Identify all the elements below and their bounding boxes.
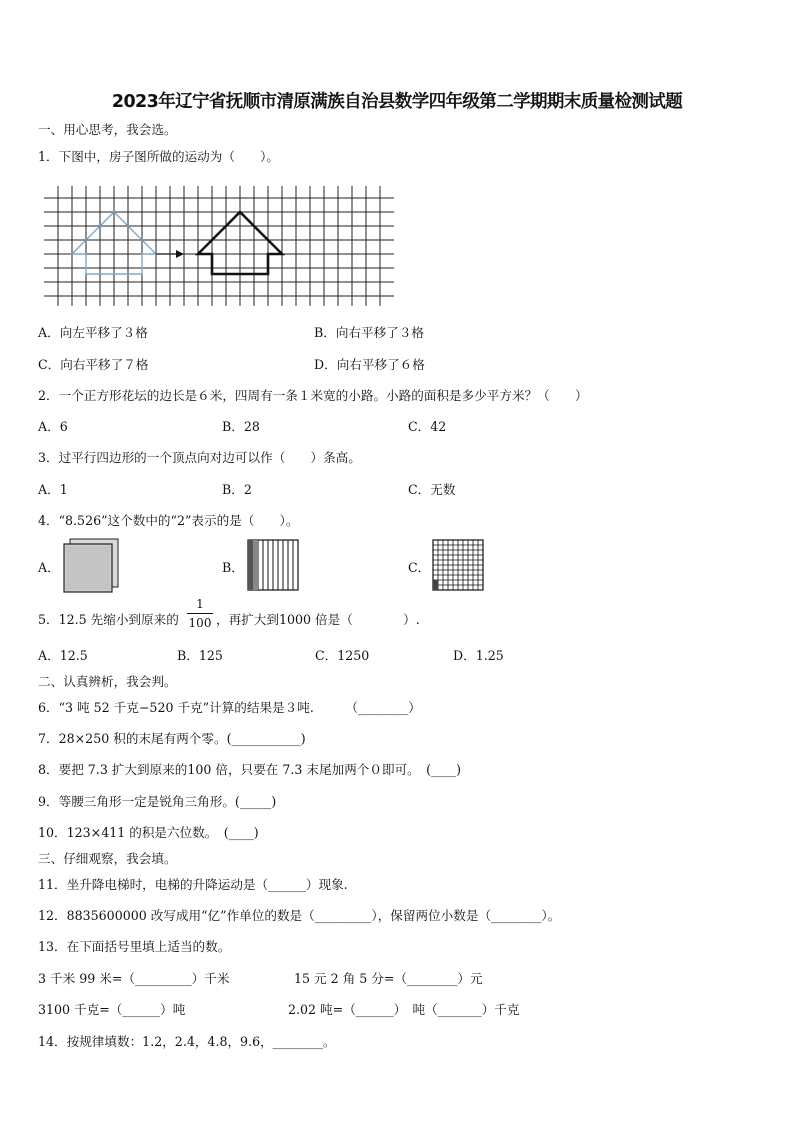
page-title: 2023年辽宁省抚顺市清原满族自治县数学四年级第二学期期末质量检测试题 [111,92,683,112]
question-11: 11．坐升降电梯时，电梯的升降运动是（______）现象. [38,877,348,892]
q4-option-b: B． [222,560,244,575]
q3-option-c: C．无数 [408,482,456,497]
q5-fraction-bar [187,613,213,614]
question-10: 10．123×411 的积是六位数。 (____) [38,825,259,840]
q4-option-a: A． [38,560,60,575]
question-5-stem-after: ，再扩大到1000 倍是（ ）. [216,612,420,627]
question-14: 14．按规律填数：1.2，2.4，4.8，9.6，________。 [38,1034,336,1049]
q1-option-c: C．向右平移了７格 [38,357,149,372]
q13-item-3: 3100 千克=（______）吨 [38,1002,186,1017]
q13-item-1: 3 千米 99 米=（_________）千米 [38,971,230,986]
question-8: 8．要把 7.3 扩大到原来的100 倍，只要在 7.3 末尾加两个０即可。 (____) [38,762,462,777]
q5-option-b: B．125 [177,648,223,663]
arrow-head-icon [176,250,184,258]
section-heading-1: 一、用心思考，我会选。 [38,122,177,137]
question-9: 9．等腰三角形一定是锐角三角形。(_____) [38,794,277,809]
q13-item-2: 15 元 2 角 5 分=（________）元 [294,971,483,986]
q4-picture-a-shaded-square [62,538,120,596]
q3-option-a: A．1 [38,482,68,497]
q5-fraction-numerator: 1 [196,597,204,611]
question-5-stem-before: 5．12.5 先缩小到原来的 [38,612,179,627]
q1-option-a: A．向左平移了３格 [38,325,148,340]
q13-item-4: 2.02 吨=（______） 吨（_______）千克 [288,1002,520,1017]
q5-fraction-denominator: 100 [188,616,212,630]
question-4-stem: 4．“8.526”这个数中的“2”表示的是（ ）。 [38,513,299,528]
q2-option-a: A．6 [38,419,68,434]
q4-picture-c-hundred-grid [431,538,487,594]
q1-option-d: D．向右平移了６格 [314,357,425,372]
q2-option-c: C．42 [408,419,447,434]
q2-option-b: B．28 [222,419,260,434]
question-3-stem: 3．过平行四边形的一个顶点向对边可以作（ ）条高。 [38,450,361,465]
q5-option-d: D．1.25 [453,648,504,663]
q5-option-a: A．12.5 [38,648,88,663]
question-6: 6．“3 吨 52 千克−520 千克”计算的结果是３吨. （________） [38,700,421,715]
question-1-stem: 1．下图中，房子图所做的运动为（ ）。 [38,149,279,164]
grid-lines [44,186,394,306]
translation-grid-figure [38,180,400,310]
q5-option-c: C．1250 [315,648,370,663]
q4-option-c: C． [408,560,431,575]
section-heading-2: 二、认真辨析，我会判。 [38,674,177,689]
q4-picture-b-strips [246,538,302,594]
question-2-stem: 2．一个正方形花坛的边长是６米，四周有一条１米宽的小路。小路的面积是多少平方米？（ ） [38,388,588,403]
q1-option-b: B．向右平移了３格 [314,325,425,340]
q3-option-b: B．2 [222,482,252,497]
section-heading-3: 三、仔细观察，我会填。 [38,851,177,866]
question-13-stem: 13．在下面括号里填上适当的数。 [38,939,231,954]
question-7: 7．28×250 积的末尾有两个零。(___________) [38,731,306,746]
q5-fraction [186,597,214,630]
question-12: 12．8835600000 改写成用“亿”作单位的数是（_________），保留两位小数是（________）。 [38,908,561,923]
